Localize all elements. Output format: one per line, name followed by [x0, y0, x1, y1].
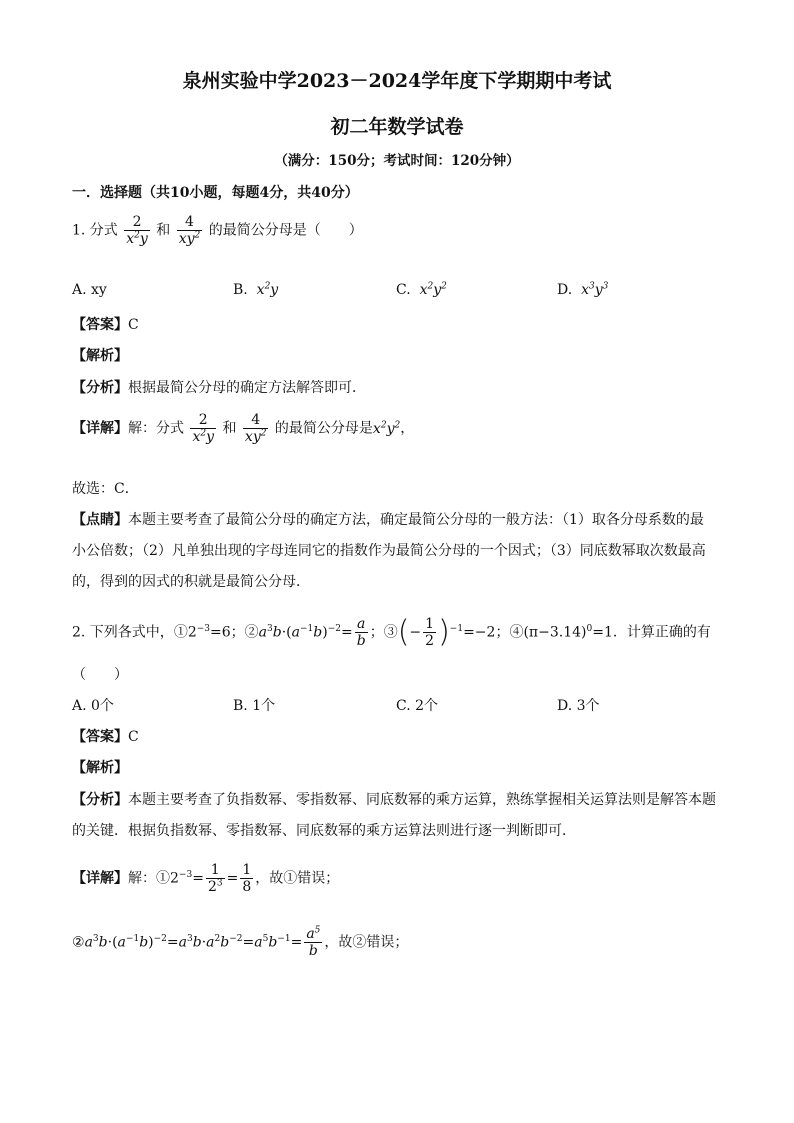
question-2: 2. 下列各式中，$①2^{-3}=6$；$②a^3b\cdot(a^{-1}b)^{-2}=$ $\frac{a}{b}$ ；③(− $\frac{1}{2}$ )$^{-1}$=−2；$④(\pi-3.14)^0=1$．计算正确的有: [72, 614, 711, 650]
q1-point-2: 小公倍数；（2）凡单独出现的字母连同它的指数作为最简公分母的一个因式；（3）同底数幂取次数最高: [72, 543, 706, 559]
q2-option-d: D. 3个: [557, 698, 600, 714]
q2-option-c: C. 2个: [396, 698, 439, 714]
question-1: [72, 214, 363, 247]
section-heading: 一．选择题（共10小题，每题4分，共40分）: [72, 185, 359, 201]
q1-option-b: B. $x^2y$: [233, 281, 279, 298]
q1-conclusion: 故选：C．: [72, 481, 139, 497]
q2-option-a: A. 0个: [72, 698, 114, 714]
q1-tail: 的最简公分母是（ ）: [208, 222, 363, 239]
q2-paren: （ ）: [72, 667, 128, 683]
q1-point-1: 【点睛】本题主要考查了最简公分母的确定方法，确定最简公分母的一般方法：（1）取各分母系数的最: [72, 512, 704, 528]
q2-detail-1: 【详解】解：$①2^{-3}=$ $\frac{1}{2^3}$ = $\frac{1}{8}$ ，故①错误；: [72, 862, 340, 895]
q1-option-d: D. $x^3y^3$: [557, 281, 609, 298]
q1-answer: 【答案】C: [72, 317, 139, 333]
q1-option-c: C. $x^2y^2$: [396, 281, 447, 298]
q1-and: 和: [156, 222, 171, 239]
q1-option-a: A. xy: [72, 282, 107, 298]
q1-analysis-tag: 【解析】: [72, 348, 128, 364]
exam-info: （满分：150分；考试时间：120分钟）: [274, 153, 520, 169]
q2-fenxi-2: 的关键．根据负指数幂、零指数幂、同底数幂的乘方运算法则进行逐一判断即可．: [72, 823, 576, 839]
q2-answer: 【答案】C: [72, 729, 139, 745]
q2-option-b: B. 1个: [233, 698, 276, 714]
fraction-2-over-x2y: $\frac{2}{x^2y}$: [126, 214, 148, 247]
q1-point-3: 的，得到的因式的积就是最简公分母．: [72, 574, 310, 590]
exam-title: 泉州实验中学2023－2024学年度下学期期中考试: [182, 70, 612, 92]
q1-detail: 【详解】解：分式 $\frac{2}{x^2y}$ 和 $\frac{4}{xy^2}$ 的最简公分母是$x^2y^2$，: [72, 412, 415, 445]
exam-subtitle: 初二年数学试卷: [330, 116, 464, 138]
q2-detail-2: $②a^3b\cdot(a^{-1}b)^{-2}=a^3b\cdot a^2b^{-2}=a^5b^{-1}=$ $\frac{a^5}{b}$ ，故②错误；: [72, 925, 409, 959]
fraction-4-over-xy2: $\frac{4}{xy^2}$: [178, 214, 201, 247]
q2-analysis-tag: 【解析】: [72, 760, 128, 776]
q2-fenxi-1: 【分析】本题主要考查了负指数幂、零指数幂、同底数幂的乘方运算，熟练掌握相关运算法则是解答本题: [72, 792, 716, 808]
q1-fenxi: 【分析】根据最简公分母的确定方法解答即可．: [72, 380, 366, 396]
q1-label: 1. 分式: [72, 222, 118, 239]
